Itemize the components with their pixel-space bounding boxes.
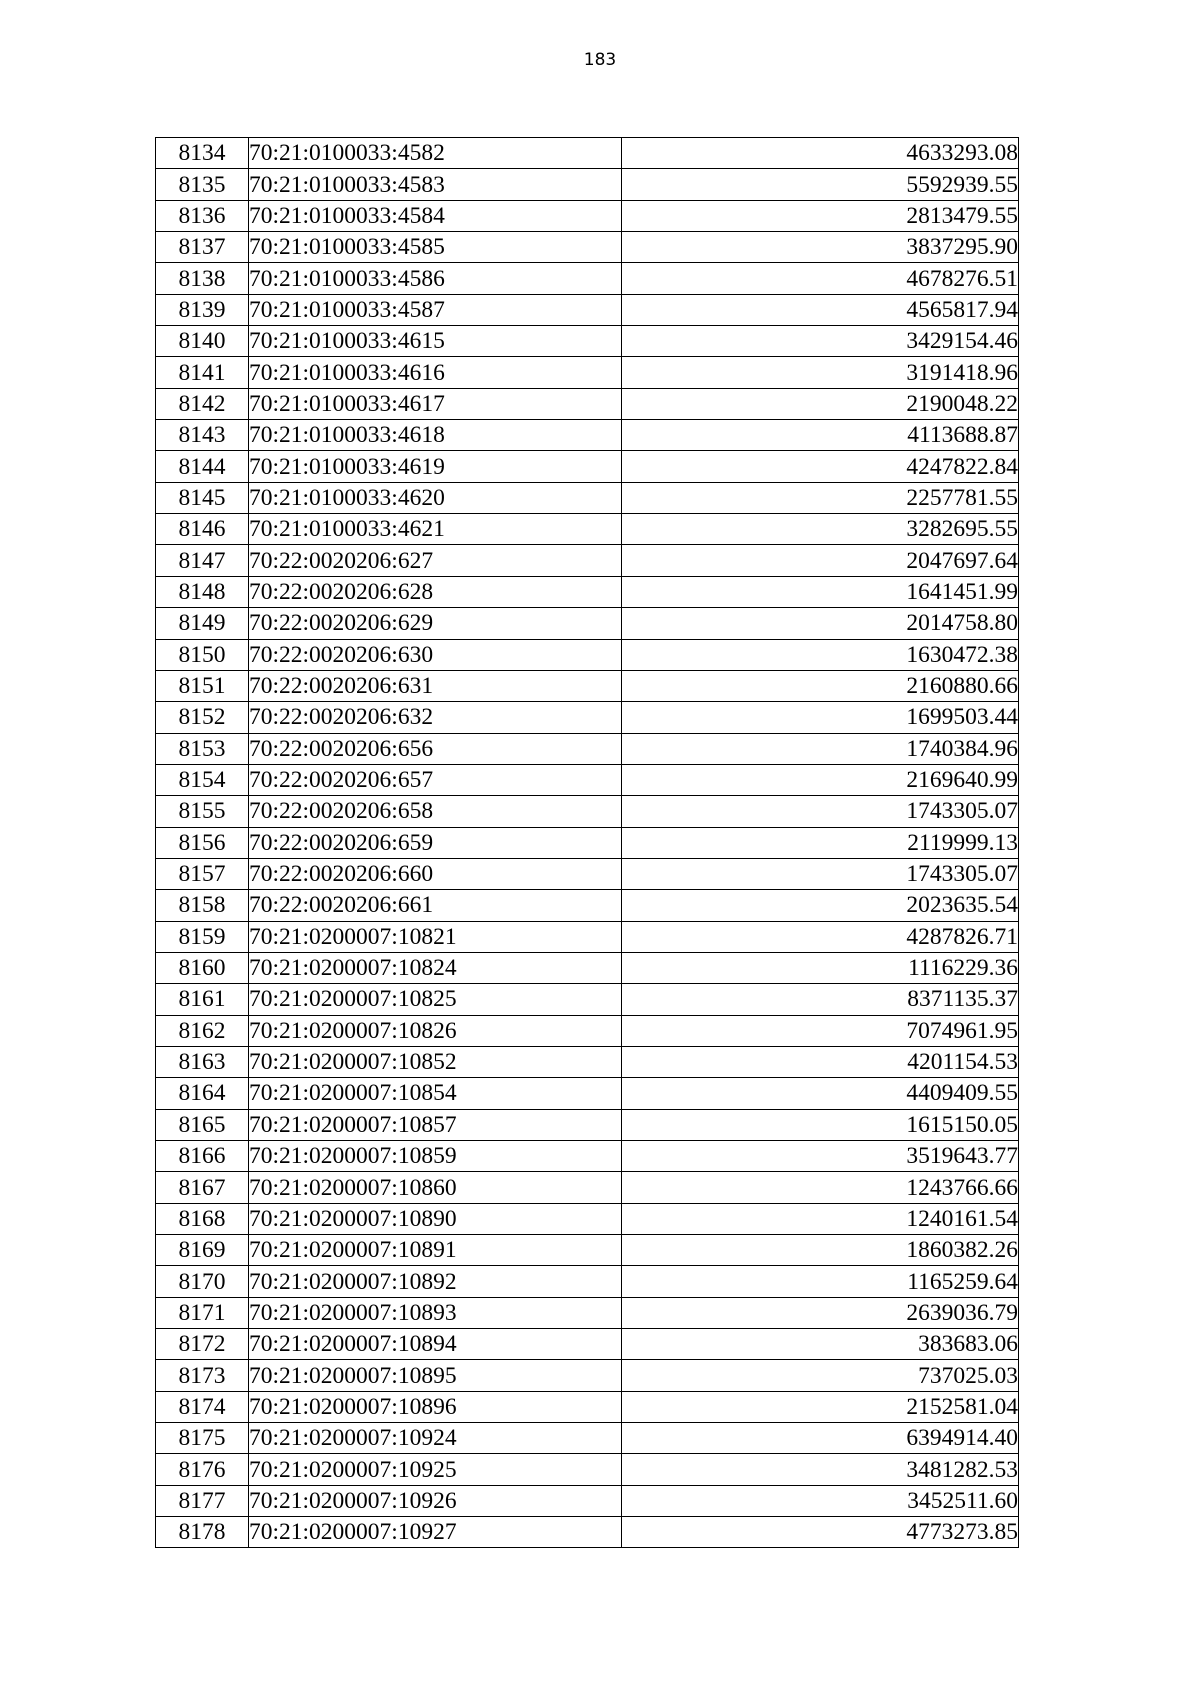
table-row (156, 733, 1019, 764)
row-number-cell: 8168 (156, 1203, 249, 1234)
table-row (156, 796, 1019, 827)
row-number-cell: 8138 (156, 263, 249, 294)
table-row (156, 702, 1019, 733)
cadastral-value-cell: 3429154.46 (622, 326, 1019, 357)
cadastral-number-cell: 70:22:0020206:631 (249, 670, 622, 701)
cadastral-number-cell: 70:22:0020206:627 (249, 545, 622, 576)
table-row (156, 764, 1019, 795)
cadastral-number-cell: 70:21:0100033:4621 (249, 514, 622, 545)
row-number-cell: 8167 (156, 1172, 249, 1203)
row-number-cell: 8171 (156, 1297, 249, 1328)
cadastral-value-cell: 4113688.87 (622, 420, 1019, 451)
cadastral-number-cell: 70:22:0020206:656 (249, 733, 622, 764)
cadastral-value-cell: 2169640.99 (622, 764, 1019, 795)
row-number-cell: 8164 (156, 1078, 249, 1109)
cadastral-number-cell: 70:21:0200007:10854 (249, 1078, 622, 1109)
cadastral-value-cell: 1615150.05 (622, 1109, 1019, 1140)
table-row (156, 1329, 1019, 1360)
cadastral-number-cell: 70:22:0020206:632 (249, 702, 622, 733)
table-row (156, 1391, 1019, 1422)
table-row (156, 1078, 1019, 1109)
table-row (156, 1517, 1019, 1548)
table-row (156, 200, 1019, 231)
cadastral-number-cell: 70:21:0200007:10896 (249, 1391, 622, 1422)
cadastral-number-cell: 70:21:0200007:10860 (249, 1172, 622, 1203)
cadastral-value-cell: 1740384.96 (622, 733, 1019, 764)
row-number-cell: 8149 (156, 608, 249, 639)
page-number: 183 (583, 50, 617, 70)
cadastral-number-cell: 70:21:0100033:4616 (249, 357, 622, 388)
cadastral-number-cell: 70:21:0200007:10927 (249, 1517, 622, 1548)
table-row (156, 138, 1019, 169)
row-number-cell: 8177 (156, 1485, 249, 1516)
cadastral-value-cell: 7074961.95 (622, 1015, 1019, 1046)
row-number-cell: 8152 (156, 702, 249, 733)
cadastral-number-cell: 70:21:0100033:4615 (249, 326, 622, 357)
cadastral-value-cell: 2119999.13 (622, 827, 1019, 858)
row-number-cell: 8157 (156, 858, 249, 889)
row-number-cell: 8134 (156, 138, 249, 169)
table-row (156, 1423, 1019, 1454)
cadastral-value-cell: 3837295.90 (622, 232, 1019, 263)
cadastral-value-cell: 4201154.53 (622, 1046, 1019, 1077)
cadastral-value-cell: 4678276.51 (622, 263, 1019, 294)
cadastral-value-cell: 3481282.53 (622, 1454, 1019, 1485)
cadastral-number-cell: 70:21:0100033:4584 (249, 200, 622, 231)
cadastral-value-cell: 6394914.40 (622, 1423, 1019, 1454)
cadastral-value-cell: 737025.03 (622, 1360, 1019, 1391)
cadastral-value-cell: 2160880.66 (622, 670, 1019, 701)
cadastral-value-cell: 8371135.37 (622, 984, 1019, 1015)
cadastral-number-cell: 70:21:0200007:10926 (249, 1485, 622, 1516)
cadastral-value-cell: 4287826.71 (622, 921, 1019, 952)
cadastral-number-cell: 70:21:0100033:4585 (249, 232, 622, 263)
row-number-cell: 8136 (156, 200, 249, 231)
cadastral-number-cell: 70:21:0100033:4618 (249, 420, 622, 451)
cadastral-value-cell: 1240161.54 (622, 1203, 1019, 1234)
cadastral-value-cell: 3191418.96 (622, 357, 1019, 388)
table-row (156, 514, 1019, 545)
cadastral-value-cell: 3452511.60 (622, 1485, 1019, 1516)
row-number-cell: 8135 (156, 169, 249, 200)
table-row (156, 639, 1019, 670)
cadastral-value-cell: 383683.06 (622, 1329, 1019, 1360)
row-number-cell: 8161 (156, 984, 249, 1015)
cadastral-value-cell: 2257781.55 (622, 482, 1019, 513)
cadastral-number-cell: 70:21:0200007:10857 (249, 1109, 622, 1140)
cadastral-number-cell: 70:21:0100033:4582 (249, 138, 622, 169)
cadastral-number-cell: 70:22:0020206:658 (249, 796, 622, 827)
cadastral-number-cell: 70:21:0200007:10852 (249, 1046, 622, 1077)
row-number-cell: 8148 (156, 576, 249, 607)
cadastral-number-cell: 70:22:0020206:659 (249, 827, 622, 858)
cadastral-value-cell: 4633293.08 (622, 138, 1019, 169)
row-number-cell: 8174 (156, 1391, 249, 1422)
cadastral-value-cell: 2023635.54 (622, 890, 1019, 921)
table-row (156, 576, 1019, 607)
cadastral-number-cell: 70:22:0020206:657 (249, 764, 622, 795)
cadastral-number-cell: 70:21:0100033:4586 (249, 263, 622, 294)
cadastral-value-cell: 2639036.79 (622, 1297, 1019, 1328)
cadastral-number-cell: 70:21:0200007:10894 (249, 1329, 622, 1360)
cadastral-value-cell: 1860382.26 (622, 1235, 1019, 1266)
cadastral-number-cell: 70:22:0020206:630 (249, 639, 622, 670)
table-row (156, 858, 1019, 889)
cadastral-number-cell: 70:22:0020206:660 (249, 858, 622, 889)
row-number-cell: 8175 (156, 1423, 249, 1454)
cadastral-value-cell: 1630472.38 (622, 639, 1019, 670)
table-row (156, 827, 1019, 858)
table-row (156, 451, 1019, 482)
cadastral-number-cell: 70:21:0100033:4620 (249, 482, 622, 513)
row-number-cell: 8178 (156, 1517, 249, 1548)
cadastral-value-cell: 2152581.04 (622, 1391, 1019, 1422)
row-number-cell: 8137 (156, 232, 249, 263)
cadastral-number-cell: 70:21:0200007:10890 (249, 1203, 622, 1234)
cadastral-number-cell: 70:21:0200007:10892 (249, 1266, 622, 1297)
table-row (156, 984, 1019, 1015)
table-row (156, 921, 1019, 952)
table-row (156, 890, 1019, 921)
cadastral-number-cell: 70:21:0100033:4619 (249, 451, 622, 482)
table-row (156, 1235, 1019, 1266)
table-row (156, 420, 1019, 451)
row-number-cell: 8172 (156, 1329, 249, 1360)
cadastral-value-cell: 2813479.55 (622, 200, 1019, 231)
table-row (156, 294, 1019, 325)
table-row (156, 1203, 1019, 1234)
row-number-cell: 8140 (156, 326, 249, 357)
cadastral-number-cell: 70:21:0200007:10895 (249, 1360, 622, 1391)
row-number-cell: 8165 (156, 1109, 249, 1140)
cadastral-number-cell: 70:22:0020206:628 (249, 576, 622, 607)
table-row (156, 1266, 1019, 1297)
table-row (156, 357, 1019, 388)
cadastral-value-cell: 4247822.84 (622, 451, 1019, 482)
table-row (156, 169, 1019, 200)
cadastral-value-cell: 2190048.22 (622, 388, 1019, 419)
cadastral-number-cell: 70:21:0100033:4617 (249, 388, 622, 419)
row-number-cell: 8155 (156, 796, 249, 827)
table-row (156, 1109, 1019, 1140)
row-number-cell: 8176 (156, 1454, 249, 1485)
row-number-cell: 8151 (156, 670, 249, 701)
cadastral-value-cell: 1743305.07 (622, 796, 1019, 827)
cadastral-value-cell: 4565817.94 (622, 294, 1019, 325)
table-row (156, 952, 1019, 983)
table-row (156, 1454, 1019, 1485)
table-row (156, 482, 1019, 513)
table-row (156, 608, 1019, 639)
row-number-cell: 8147 (156, 545, 249, 576)
table-body (156, 138, 1019, 1548)
cadastral-number-cell: 70:21:0200007:10826 (249, 1015, 622, 1046)
cadastral-number-cell: 70:21:0100033:4587 (249, 294, 622, 325)
cadastral-number-cell: 70:21:0200007:10891 (249, 1235, 622, 1266)
cadastral-value-cell: 3519643.77 (622, 1141, 1019, 1172)
table-row (156, 1360, 1019, 1391)
row-number-cell: 8158 (156, 890, 249, 921)
cadastral-number-cell: 70:21:0200007:10821 (249, 921, 622, 952)
cadastral-value-cell: 2047697.64 (622, 545, 1019, 576)
cadastral-number-cell: 70:21:0200007:10925 (249, 1454, 622, 1485)
row-number-cell: 8163 (156, 1046, 249, 1077)
table-row (156, 1015, 1019, 1046)
row-number-cell: 8142 (156, 388, 249, 419)
cadastral-value-cell: 1699503.44 (622, 702, 1019, 733)
row-number-cell: 8166 (156, 1141, 249, 1172)
cadastral-value-cell: 4773273.85 (622, 1517, 1019, 1548)
cadastral-value-cell: 1743305.07 (622, 858, 1019, 889)
cadastral-number-cell: 70:22:0020206:629 (249, 608, 622, 639)
table-row (156, 1485, 1019, 1516)
cadastral-value-cell: 1243766.66 (622, 1172, 1019, 1203)
cadastral-value-cell: 1116229.36 (622, 952, 1019, 983)
row-number-cell: 8159 (156, 921, 249, 952)
table-row (156, 263, 1019, 294)
table-row (156, 326, 1019, 357)
row-number-cell: 8143 (156, 420, 249, 451)
row-number-cell: 8173 (156, 1360, 249, 1391)
cadastral-value-cell: 2014758.80 (622, 608, 1019, 639)
row-number-cell: 8144 (156, 451, 249, 482)
cadastral-value-cell: 1641451.99 (622, 576, 1019, 607)
table-row (156, 1046, 1019, 1077)
table-row (156, 232, 1019, 263)
row-number-cell: 8146 (156, 514, 249, 545)
row-number-cell: 8153 (156, 733, 249, 764)
row-number-cell: 8170 (156, 1266, 249, 1297)
row-number-cell: 8169 (156, 1235, 249, 1266)
cadastral-number-cell: 70:22:0020206:661 (249, 890, 622, 921)
cadastral-number-cell: 70:21:0200007:10893 (249, 1297, 622, 1328)
cadastral-value-table (155, 137, 1019, 1548)
row-number-cell: 8162 (156, 1015, 249, 1046)
cadastral-number-cell: 70:21:0100033:4583 (249, 169, 622, 200)
cadastral-value-cell: 3282695.55 (622, 514, 1019, 545)
row-number-cell: 8139 (156, 294, 249, 325)
row-number-cell: 8160 (156, 952, 249, 983)
cadastral-value-cell: 5592939.55 (622, 169, 1019, 200)
table-row (156, 1172, 1019, 1203)
row-number-cell: 8156 (156, 827, 249, 858)
row-number-cell: 8145 (156, 482, 249, 513)
cadastral-number-cell: 70:21:0200007:10824 (249, 952, 622, 983)
row-number-cell: 8150 (156, 639, 249, 670)
cadastral-value-cell: 1165259.64 (622, 1266, 1019, 1297)
cadastral-number-cell: 70:21:0200007:10859 (249, 1141, 622, 1172)
table-row (156, 545, 1019, 576)
cadastral-number-cell: 70:21:0200007:10924 (249, 1423, 622, 1454)
cadastral-number-cell: 70:21:0200007:10825 (249, 984, 622, 1015)
row-number-cell: 8154 (156, 764, 249, 795)
cadastral-value-cell: 4409409.55 (622, 1078, 1019, 1109)
table-row (156, 1297, 1019, 1328)
row-number-cell: 8141 (156, 357, 249, 388)
table-row (156, 670, 1019, 701)
table-row (156, 388, 1019, 419)
table-row (156, 1141, 1019, 1172)
